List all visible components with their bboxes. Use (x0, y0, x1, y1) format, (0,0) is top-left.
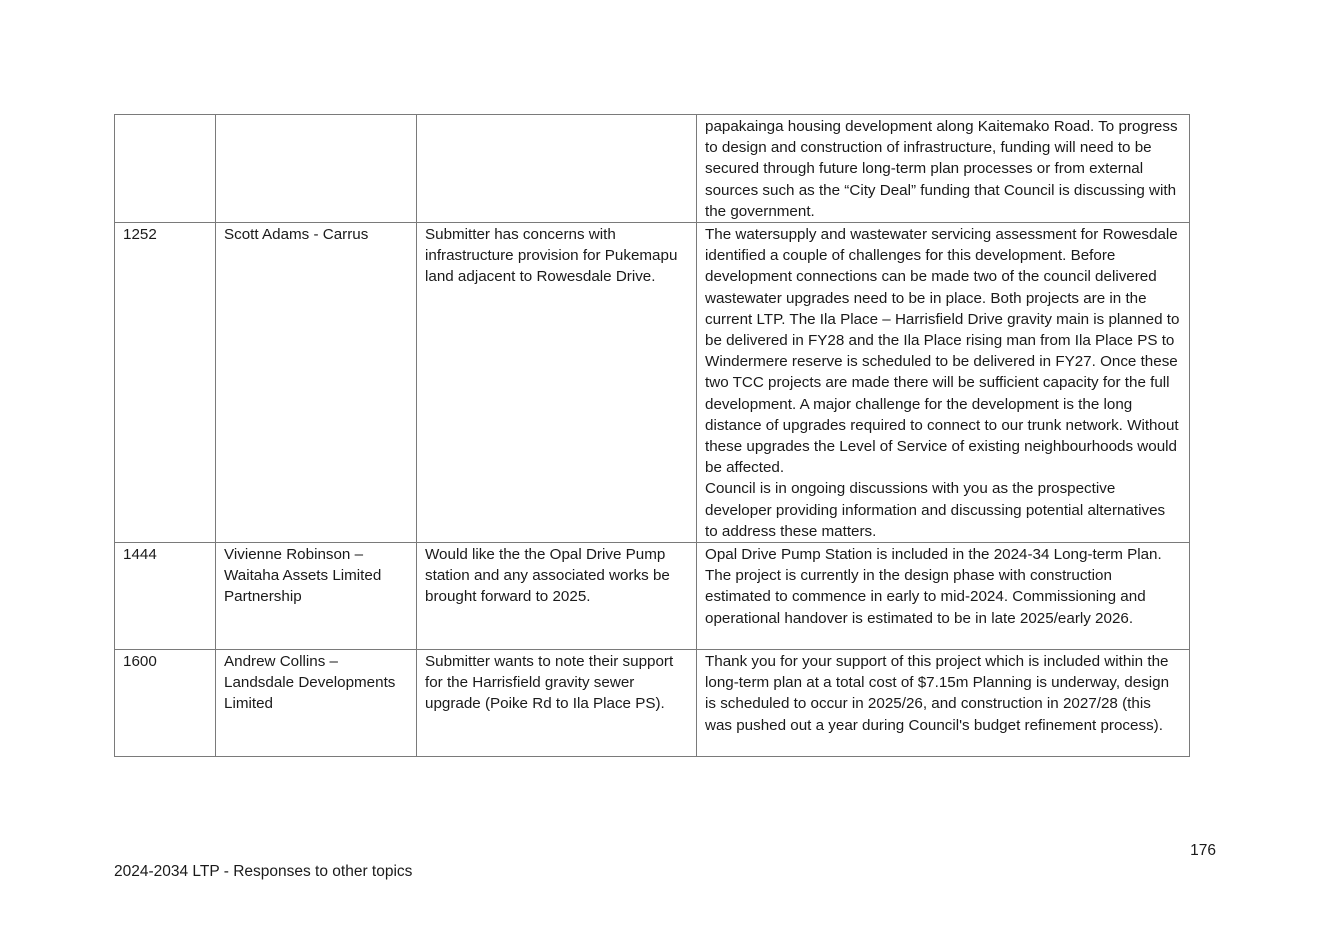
table-row (115, 650, 1190, 757)
response-cell (697, 223, 1190, 543)
response-paragraph: papakainga housing development along Kaitemako Road. To progress to design and construction of infrastructure, funding will need to be secured through future long-term plan processes or from external sources such as the “City Deal” funding that Council is discussing with the government. (705, 118, 1178, 220)
table-row (115, 115, 1190, 223)
submission-cell: Submitter wants to note their support for the Harrisfield gravity sewer upgrade (Poike Rd to Ila Place PS). (417, 650, 697, 757)
response-paragraph: The watersupply and wastewater servicing assessment for Rowesdale identified a couple of challenges for this development. Before development connections can be made two of the council delivered wastewater upgrades need to be in place. Both projects are in the current LTP. The Ila Place – Harrisfield Drive gravity main is planned to be delivered in FY28 and the Ila Place rising man from Ila Place PS to Windermere reserve is scheduled to be delivered in FY27. Once these two TCC projects are made there will be sufficient capacity for the full development. A major challenge for the development is the long distance of upgrades required to connect to our trunk network. Without these upgrades the Level of Service of existing neighbourhoods would be affected. (705, 226, 1180, 477)
submission-cell: Submitter has concerns with infrastructure provision for Pukemapu land adjacent to Rowesdale Drive. (417, 223, 697, 543)
submitter-cell: Andrew Collins – Landsdale Developments Limited (216, 650, 417, 757)
submissions-table (114, 114, 1190, 757)
page-footer: 2024-2034 LTP - Responses to other topics (114, 863, 413, 880)
submitter-cell: Scott Adams - Carrus (216, 223, 417, 543)
table-row (115, 223, 1190, 543)
submission-id-cell: 1600 (115, 650, 216, 757)
response-paragraph: Council is in ongoing discussions with you as the prospective developer providing information and discussing potential alternatives to address these matters. (705, 480, 1166, 540)
response-paragraph: Thank you for your support of this project which is included within the long-term plan at a total cost of $7.15m Planning is underway, design is scheduled to occur in 2025/26, and construction in 2027/28 (this was pushed out a year during Council's budget refinement process). (705, 653, 1170, 734)
response-paragraph: The project is currently in the design phase with construction estimated to commence in early to mid-2024. Commissioning and operational handover is estimated to be in late 2025/early 2026. (705, 567, 1146, 627)
submission-id-cell: 1252 (115, 223, 216, 543)
submission-cell (417, 115, 697, 223)
page-number: 176 (1190, 842, 1216, 859)
response-cell (697, 115, 1190, 223)
response-cell (697, 650, 1190, 757)
response-paragraph: Opal Drive Pump Station is included in the 2024-34 Long-term Plan. (705, 546, 1162, 564)
submitter-cell: Vivienne Robinson – Waitaha Assets Limited Partnership (216, 543, 417, 650)
submission-cell: Would like the the Opal Drive Pump station and any associated works be brought forward to 2025. (417, 543, 697, 650)
submission-id-cell (115, 115, 216, 223)
table-row (115, 543, 1190, 650)
submitter-cell (216, 115, 417, 223)
submission-id-cell: 1444 (115, 543, 216, 650)
response-cell (697, 543, 1190, 650)
